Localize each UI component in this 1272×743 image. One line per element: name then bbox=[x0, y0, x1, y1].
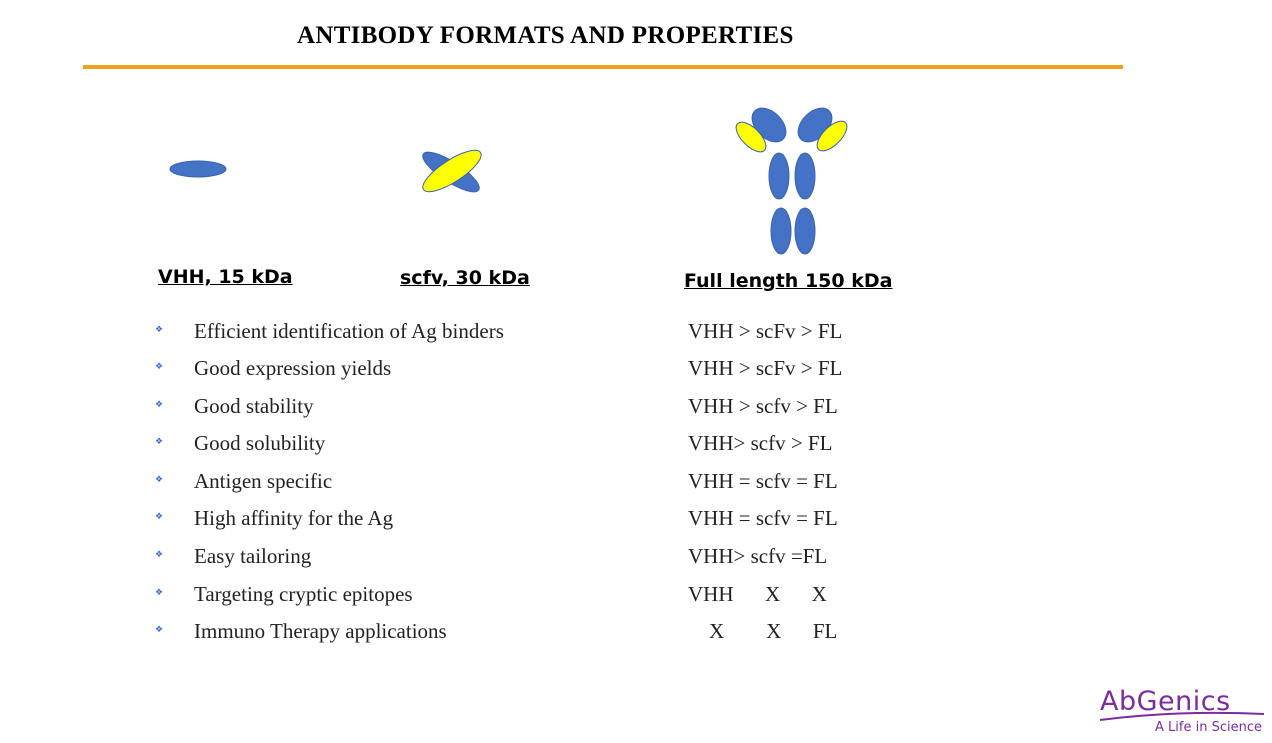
abgenics-logo bbox=[1098, 686, 1268, 738]
ch2-left bbox=[769, 153, 789, 199]
bullet-icon: ❖ bbox=[155, 475, 164, 485]
bullet-icon: ❖ bbox=[155, 588, 164, 598]
bullet-icon: ❖ bbox=[155, 325, 164, 335]
property-row bbox=[155, 578, 915, 615]
bullet-icon: ❖ bbox=[155, 625, 164, 635]
property-row bbox=[155, 352, 915, 389]
property-name: Good expression yields bbox=[194, 356, 392, 380]
property-comparison: VHH X X bbox=[688, 582, 827, 606]
property-row bbox=[155, 502, 915, 539]
bullet-icon: ❖ bbox=[155, 437, 164, 447]
property-name: Targeting cryptic epitopes bbox=[194, 582, 413, 606]
ch2-right bbox=[795, 153, 815, 199]
property-row bbox=[155, 390, 915, 427]
property-comparison: VHH> scfv > FL bbox=[688, 431, 833, 455]
property-row bbox=[155, 540, 915, 577]
property-name: High affinity for the Ag bbox=[194, 506, 394, 530]
format-label-scfv: scfv, 30 kDa bbox=[400, 267, 530, 289]
ch3-left bbox=[771, 208, 791, 254]
property-name: Antigen specific bbox=[194, 469, 333, 493]
property-comparison: VHH> scfv =FL bbox=[688, 544, 828, 568]
bullet-icon: ❖ bbox=[155, 512, 164, 522]
property-comparison: X X FL bbox=[688, 619, 838, 643]
property-row bbox=[155, 427, 915, 464]
property-comparison: VHH = scfv = FL bbox=[688, 506, 838, 530]
full-length-antibody-diagram bbox=[731, 102, 852, 254]
property-row bbox=[155, 615, 915, 652]
scfv-diagram bbox=[417, 143, 486, 198]
ch3-right bbox=[795, 208, 815, 254]
property-name: Immuno Therapy applications bbox=[194, 619, 447, 643]
property-name: Efficient identification of Ag binders bbox=[194, 319, 504, 343]
property-row bbox=[155, 465, 915, 502]
slide-title: ANTIBODY FORMATS AND PROPERTIES bbox=[297, 22, 794, 49]
property-name: Good solubility bbox=[194, 431, 326, 455]
format-label-vhh: VHH, 15 kDa bbox=[158, 266, 293, 288]
vhh-domain bbox=[170, 161, 226, 177]
bullet-icon: ❖ bbox=[155, 550, 164, 560]
property-comparison: VHH > scfv > FL bbox=[688, 394, 838, 418]
logo-tagline: A Life in Science bbox=[1155, 720, 1262, 735]
bullet-icon: ❖ bbox=[155, 362, 164, 372]
property-name: Good stability bbox=[194, 394, 314, 418]
vhh-diagram bbox=[170, 161, 226, 177]
format-label-full-length: Full length 150 kDa bbox=[684, 270, 893, 292]
bullet-icon: ❖ bbox=[155, 400, 164, 410]
property-row bbox=[155, 315, 915, 352]
property-comparison: VHH > scFv > FL bbox=[688, 319, 843, 343]
property-comparison: VHH > scFv > FL bbox=[688, 356, 843, 380]
logo-name: AbGenics bbox=[1100, 686, 1231, 717]
property-comparison: VHH = scfv = FL bbox=[688, 469, 838, 493]
property-name: Easy tailoring bbox=[194, 544, 312, 568]
